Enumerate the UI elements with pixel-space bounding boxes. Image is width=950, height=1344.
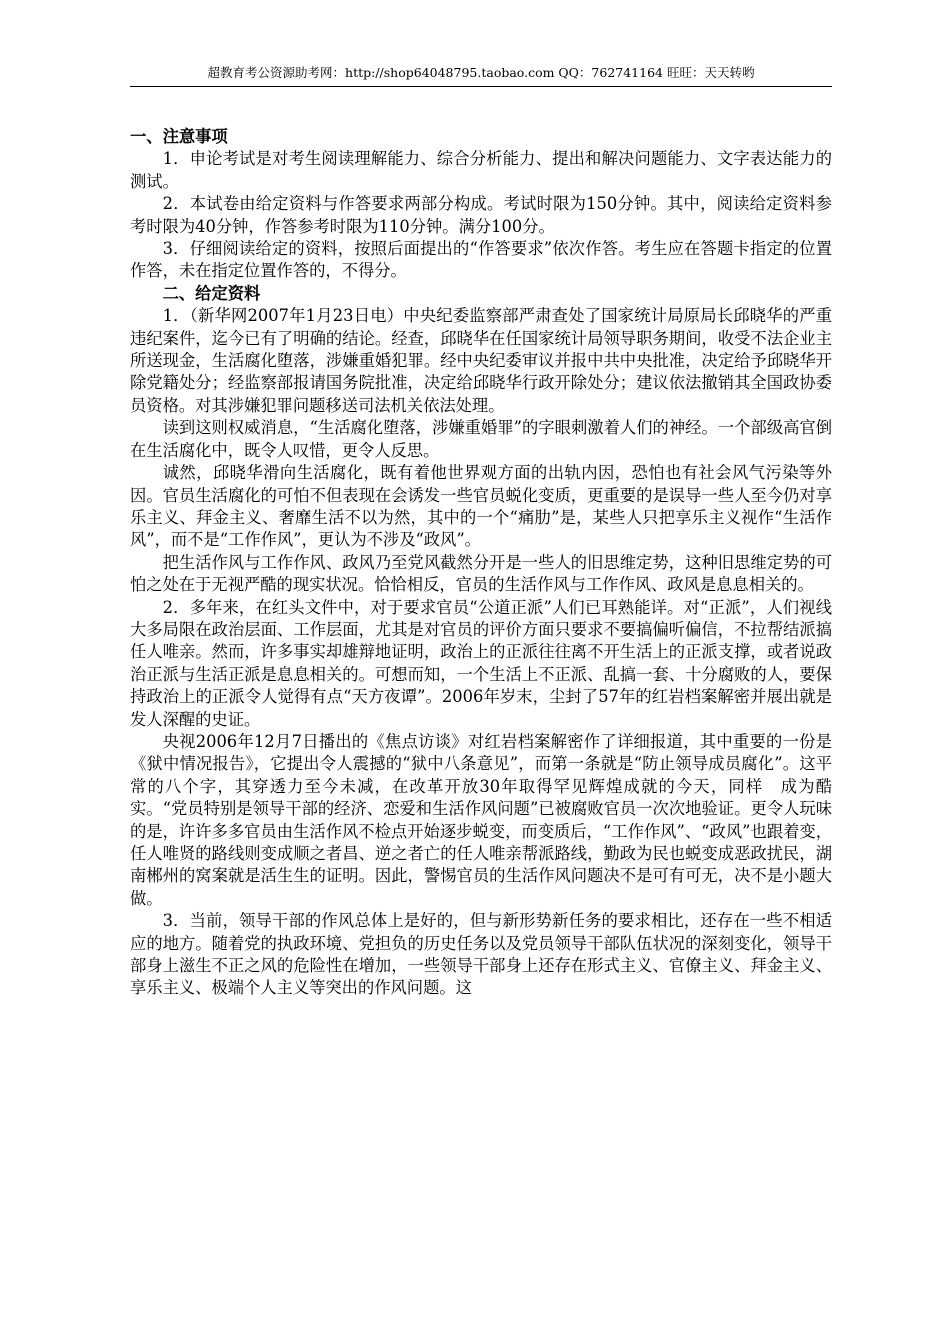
material-paragraph: 读到这则权威消息，“生活腐化堕落，涉嫌重婚罪”的字眼刺激着人们的神经。一个部级高官倒在生活腐化中，既令人叹惜，更令人反思。 (130, 418, 832, 460)
notes-paragraph: 1．申论考试是对考生阅读理解能力、综合分析能力、提出和解决问题能力、文字表达能力的测试。 (130, 149, 832, 191)
section-title-materials: 二、给定资料 (162, 283, 261, 303)
page-header (130, 64, 832, 87)
header-text: 超教育考公资源助考网：http://shop64048795.taobao.com QQ：762741164 旺旺：天天转哟 (207, 65, 755, 80)
notes-paragraph: 2．本试卷由给定资料与作答要求两部分构成。考试时限为150分钟。其中，阅读给定资料参考时限为40分钟，作答参考时限为110分钟。满分100分。 (130, 194, 832, 236)
material-paragraph: 央视2006年12月7日播出的《焦点访谈》对红岩档案解密作了详细报道，其中重要的一份是《狱中情况报告》，它提出令人震撼的“狱中八条意见”，而第一条就是“防止领导成员腐化”。这平常的八个字，其穿透力至今未减，在改革开放30年取得罕见辉煌成就的今天，同样 成为酷实。“党员特别是领导干部的经济、恋爱和生活作风问题”已被腐败官员一次次地验证。更令人玩味的是，许许多多官员由生活作风不检点开始逐步蜕变，而变质后，“工作作风”、“政风”也跟着变，任人唯贤的路线则变成顺之者昌、逆之者亡的任人唯亲帮派路线，勤政为民也蜕变成恶政扰民，湖南郴州的窝案就是活生生的证明。因此，警惕官员的生活作风问题决不是可有可无，决不是小题大做。 (130, 731, 832, 908)
material-paragraph: 1．（新华网2007年1月23日电）中央纪委监察部严肃查处了国家统计局原局长邱晓华的严重违纪案件，迄今已有了明确的结论。经查，邱晓华在任国家统计局领导职务期间，收受不法企业主所送现金，生活腐化堕落，涉嫌重婚犯罪。经中央纪委审议并报中共中央批准，决定给予邱晓华开除党籍处分；经监察部报请国务院批准，决定给邱晓华行政开除处分；建议依法撤销其全国政协委员资格。对其涉嫌犯罪问题移送司法机关依法处理。 (130, 306, 832, 415)
notes-paragraph: 3．仔细阅读给定的资料，按照后面提出的“作答要求”依次作答。考生应在答题卡指定的位置作答，未在指定位置作答的，不得分。 (130, 239, 832, 281)
material-paragraph: 3．当前，领导干部的作风总体上是好的，但与新形势新任务的要求相比，还存在一些不相适应的地方。随着党的执政环境、党担负的历史任务以及党员领导干部队伍状况的深刻变化，领导干部身上滋生不正之风的危险性在增加，一些领导干部身上还存在形式主义、官僚主义、拜金主义、享乐主义、极端个人主义等突出的作风问题。这 (130, 911, 832, 998)
material-paragraph: 诚然，邱晓华滑向生活腐化，既有着他世界观方面的出轨内因，恐怕也有社会风气污染等外因。官员生活腐化的可怕不但表现在会诱发一些官员蜕化变质，更重要的是误导一些人至今仍对享乐主义、拜金主义、奢靡生活不以为然，其中的一个“痛肋”是，某些人只把享乐主义视作“生活作风”，而不是“工作作风”，更认为不涉及“政风”。 (130, 463, 832, 550)
document-body (130, 126, 832, 1000)
material-paragraph: 2．多年来，在红头文件中，对于要求官员“公道正派”人们已耳熟能详。对“正派”，人们视线大多局限在政治层面、工作层面，尤其是对官员的评价方面只要求不要搞偏听偏信，不拉帮结派搞任人唯亲。然而，许多事实却雄辩地证明，政治上的正派往往离不开生活上的正派支撑，或者说政治正派与生活正派是息息相关的。可想而知，一个生活上不正派、乱搞一套、十分腐败的人，要保持政治上的正派令人觉得有点“天方夜谭”。2006年岁末，尘封了57年的红岩档案解密并展出就是发人深醒的史证。 (130, 597, 832, 729)
material-paragraph: 把生活作风与工作作风、政风乃至党风截然分开是一些人的旧思维定势，这种旧思维定势的可怕之处在于无视严酷的现实状况。恰恰相反，官员的生活作风与工作作风、政风是息息相关的。 (130, 552, 832, 595)
section-title-notes: 一、注意事项 (130, 127, 228, 146)
